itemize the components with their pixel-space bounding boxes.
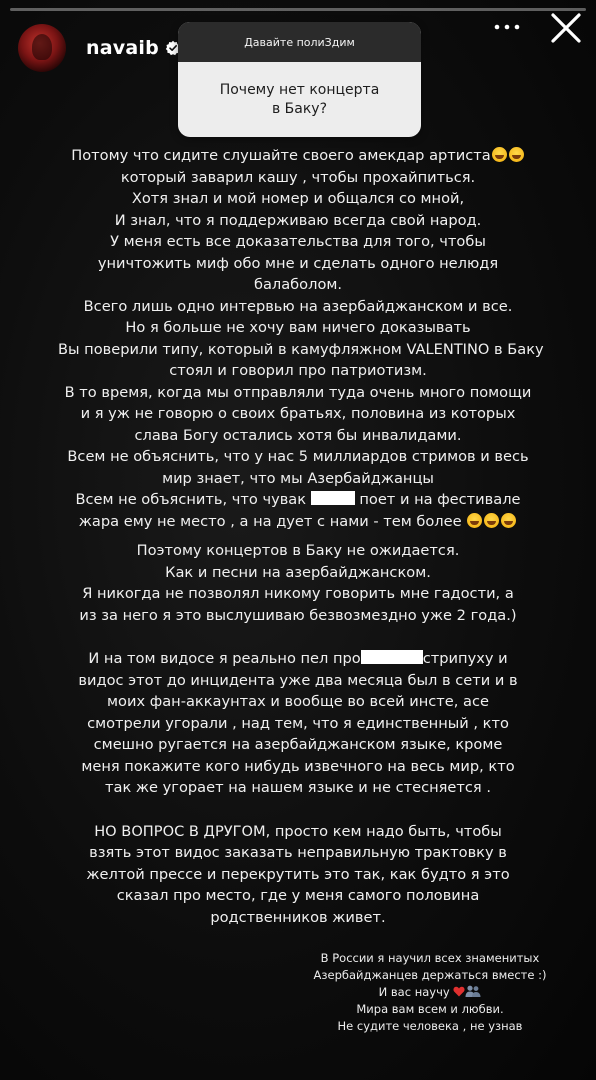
sticker-question-line: Почему нет концерта xyxy=(219,82,380,99)
redaction-block xyxy=(311,491,355,505)
text-line: Вы поверили типу, который в камуфляжном VALENTINO в Баку xyxy=(58,340,544,358)
text-line: Потому что сидите слушайте своего амекдар артиста xyxy=(58,145,538,167)
text-line: Я никогда не позволял никому говорить мне гадости, а xyxy=(82,585,514,602)
text-line: У меня есть все доказательства для того, чтобы xyxy=(110,233,486,250)
laughing-emoji-icon xyxy=(509,147,524,162)
text-line: Всем не объяснить, что у нас 5 миллиардов стримов и весь xyxy=(67,448,529,465)
text-line: видос этот до инцидента уже два месяца был в сети и в xyxy=(78,671,518,689)
text-line: жара ему не место , а на дует с нами - тем более xyxy=(58,511,538,533)
text-line: И знал, что я поддерживаю всегда свой народ. xyxy=(114,211,482,229)
text-line: Поэтому концертов в Баку не ожидается. xyxy=(136,542,460,559)
text-line: слава Богу остались хотя бы инвалидами. xyxy=(134,426,462,444)
more-dots-icon[interactable] xyxy=(492,12,522,42)
footer-line: Азербайджанцев держаться вместе :) xyxy=(313,968,547,982)
text-line: который заварил кашу , чтобы прохайпиться. xyxy=(120,168,476,186)
text-line: И на том видосе я реально пел про стрипуху и xyxy=(88,650,508,667)
username[interactable]: navaib xyxy=(86,37,159,59)
text-line: НО ВОПРОС В ДРУГОМ, просто кем надо быть, чтобы xyxy=(94,822,502,840)
laughing-emoji-icon xyxy=(501,513,516,528)
footer-line: В России я научил всех знаменитых xyxy=(320,951,540,965)
text-line: Как и песни на азербайджанском. xyxy=(165,563,431,581)
text-line: моих фан-аккаунтах и вообще во всей инсте, асе xyxy=(107,693,489,710)
text-line: смотрели угорали , над тем, что я единственный , кто xyxy=(87,714,509,732)
laughing-emoji-icon xyxy=(484,513,499,528)
sticker-header: Давайте полиЗдим xyxy=(178,22,421,62)
footer-line: Не судите человека , не узнав xyxy=(337,1019,523,1033)
text-line: так же угорает на нашем языке и не стесняется . xyxy=(105,779,491,796)
redaction-block xyxy=(361,650,423,664)
sticker-question xyxy=(178,62,421,137)
paragraph-1 xyxy=(58,145,544,626)
text-line: В то время, когда мы отправляли туда очень много помощи xyxy=(64,383,532,401)
footer-line: Мира вам всем и любви. xyxy=(356,1002,504,1016)
text-line: Всем не объяснить, что чувак поет и на фестивале xyxy=(75,491,521,508)
text-line: из за него я это выслушиваю безвозмездно уже 2 года.) xyxy=(79,606,517,624)
avatar[interactable] xyxy=(18,24,66,72)
text-line: смешно ругается на азербайджанском языке, кроме xyxy=(93,736,503,753)
close-icon[interactable] xyxy=(546,8,586,48)
laughing-emoji-icon xyxy=(467,513,482,528)
text-line: балаболом. xyxy=(253,276,343,293)
text-line: и я уж не говорю о своих братьях, половина из которых xyxy=(80,405,516,422)
story-progress-bar xyxy=(10,8,586,11)
text-line: Хотя знал и мой номер и общался со мной, xyxy=(131,190,465,207)
text-line: мир знает, что мы Азербайджанцы xyxy=(162,469,434,487)
text-line: родственников живет. xyxy=(210,908,386,926)
laughing-emoji-icon xyxy=(492,147,507,162)
text-line: взять этот видос заказать неправильную трактовку в xyxy=(89,844,507,861)
text-line: сказал про место, где у меня самого половина xyxy=(116,887,480,904)
footer-line: И вас научу xyxy=(300,984,560,1001)
text-line: меня покажите кого нибудь извечного на весь мир, кто xyxy=(81,757,515,775)
story-body-text xyxy=(58,145,544,928)
people-silhouette-icon xyxy=(465,985,481,997)
story-footer-text xyxy=(300,950,560,1035)
paragraph-3 xyxy=(58,821,538,929)
text-line: стоял и говорил про патриотизм. xyxy=(169,362,427,379)
text-line: Всего лишь одно интервью на азербайджанском и все. xyxy=(83,297,513,315)
question-sticker[interactable] xyxy=(178,22,421,137)
sticker-question-line: в Баку? xyxy=(271,100,328,117)
text-line: уничтожить миф обо мне и сделать одного нелюдя xyxy=(97,254,499,272)
text-line: Но я больше не хочу вам ничего доказывать xyxy=(125,319,471,336)
red-heart-icon xyxy=(453,985,465,996)
paragraph-2 xyxy=(58,648,538,799)
text-line: желтой прессе и перекрутить это так, как будто я это xyxy=(86,865,510,883)
